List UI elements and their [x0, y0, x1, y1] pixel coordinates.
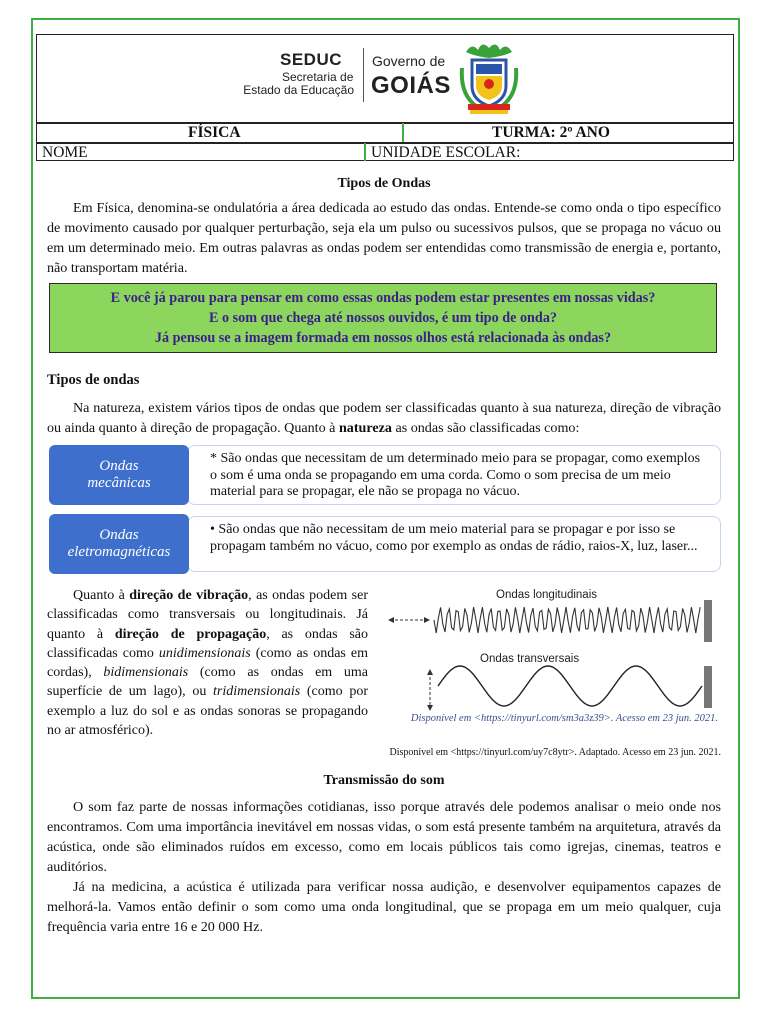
direction-text-6: (como por exemplo a luz do sol e as ondas sonoras se propagando no ar atmosférico).	[47, 684, 368, 739]
longitudinal-spring	[434, 607, 700, 633]
direction-text-4: (como as ondas em cordas),	[47, 645, 368, 681]
transversal-arrow-head-up	[427, 669, 433, 675]
mechanical-description-box	[187, 445, 721, 505]
electromagnetic-label-line2: eletromagnéticas	[67, 544, 171, 560]
transversal-arrow-head-down	[427, 705, 433, 711]
sound-paragraph-2: Já na medicina, a acústica é utilizada para verificar nossa audição, e desenvolver equipamentos capazes de melhorá-la. Vamos então definir o som como uma onda longitudinal, que se propaga em um meio qualquer, cuja frequência varia entre 16 e 20 000 Hz.	[47, 879, 721, 935]
school-field-label: UNIDADE ESCOLAR:	[371, 144, 521, 161]
logo-seduc: SEDUC	[280, 50, 343, 69]
coat-of-arms-icon	[458, 38, 520, 118]
types-heading: Tipos de ondas	[47, 372, 140, 388]
nature-paragraph	[47, 398, 721, 438]
longitudinal-label: Ondas longitudinais	[496, 589, 598, 601]
question-2: E o som que chega até nossos ouvidos, é um tipo de onda?	[208, 310, 558, 326]
name-divider	[364, 143, 366, 161]
direction-paragraph	[47, 586, 368, 740]
grade-label: TURMA: 2º ANO	[492, 124, 610, 141]
direction-italic-uni: unidimensionais	[158, 645, 251, 661]
longitudinal-arrow-head-left	[388, 617, 394, 623]
direction-bold-propagation: direção de propagação	[114, 626, 267, 642]
nature-text-2: as ondas são classificadas como:	[391, 420, 580, 436]
sound-paragraph-1: O som faz parte de nossas informações cotidianas, isso porque através dele podemos analisar o meio onde nos encontramos. Com uma importância inevitável em nossas vidas, o som está presente também na arquitetura, através da acústica, onde são eliminados ruídos em excesso, como em locais públicos tais como igrejas, cinemas, teatros e auditórios.	[47, 799, 721, 875]
logo-goias: GOIÁS	[371, 72, 451, 99]
sound-heading: Transmissão do som	[323, 773, 445, 788]
question-1: E você já parou para pensar em como essas ondas podem estar presentes em nossas vidas?	[110, 290, 656, 306]
mechanical-label-line2: mecânicas	[87, 475, 151, 491]
longitudinal-arrow-head-right	[424, 617, 430, 623]
wall-block-2	[704, 666, 712, 708]
nature-text-1: Na natureza, existem vários tipos de ondas que podem ser classificadas quanto à sua natureza, direção de vibração ou ainda quanto à direção de propagação. Quanto à	[47, 400, 721, 436]
page-title: Tipos de Ondas	[337, 176, 431, 191]
mechanical-description: * São ondas que necessitam de um determinado meio para se propagar, como exemplos o som é uma onda se propagando em uma corda. Como o som precisa de um meio material para se propagar, ele não se propaga no vácuo.	[210, 451, 701, 499]
electromagnetic-description-box	[187, 516, 721, 572]
question-box	[49, 283, 717, 353]
direction-text-2: , as ondas podem ser classificadas como transversais ou longitudinais. Já quanto à	[47, 588, 368, 642]
question-3: Já pensou se a imagem formada em nossos olhos está relacionada às ondas?	[154, 330, 612, 346]
mechanical-label-line1: Ondas	[99, 458, 139, 474]
nature-bold: natureza	[338, 420, 392, 436]
electromagnetic-description: • São ondas que não necessitam de um meio material para se propagar e por isso se propagam também no vácuo, como por exemplo as ondas de rádio, raios-X, luz, laser...	[210, 522, 698, 554]
name-row	[36, 143, 734, 161]
logo-secretaria-line1: Secretaria de	[282, 70, 354, 84]
subject-divider	[402, 123, 404, 142]
direction-text-5: (como as ondas em uma superfície de um lago), ou	[47, 665, 368, 700]
logo-secretaria-line2: Estado da Educação	[243, 83, 354, 97]
intro-paragraph: Em Física, denomina-se ondulatória a área dedicada ao estudo das ondas. Entende-se como onda o tipo específico de movimento causado por qualquer perturbação, seja ela um pulso ou sucessivos pulsos, que se propaga no vácuo ou em um determinado meio. Em outras palavras as ondas podem ser entendidas como transmissão de energia e, portanto, não transportam matéria.	[47, 200, 721, 276]
subject-row	[36, 123, 734, 143]
figure-caption-italic: Disponível em <https://tinyurl.com/sm3a3z39>. Acesso em 23 jun. 2021.	[410, 713, 718, 724]
direction-italic-bi: bidimensionais	[103, 665, 189, 681]
wall-block	[704, 600, 712, 642]
mechanical-waves-label	[49, 445, 189, 505]
direction-text-1: Quanto à	[73, 588, 130, 603]
figure-caption-source: Disponível em <https://tinyurl.com/uy7c8ytr>. Adaptado. Acesso em 23 jun. 2021.	[389, 747, 721, 758]
subject-label: FÍSICA	[188, 124, 241, 141]
direction-bold-vibration: direção de vibração	[129, 588, 249, 603]
electromagnetic-label-line1: Ondas	[99, 527, 139, 543]
waves-figure	[384, 582, 724, 712]
direction-italic-tri: tridimensionais	[213, 684, 301, 700]
transversal-label: Ondas transversais	[480, 653, 580, 665]
logo-governo-de: Governo de	[372, 53, 446, 69]
direction-text-3: , as ondas são classificadas como	[47, 626, 368, 661]
electromagnetic-waves-label	[49, 514, 189, 574]
transversal-wave	[438, 666, 702, 706]
logo-divider	[363, 48, 364, 102]
name-field-label: NOME	[42, 144, 88, 161]
seduc-goias-logo	[238, 36, 530, 120]
